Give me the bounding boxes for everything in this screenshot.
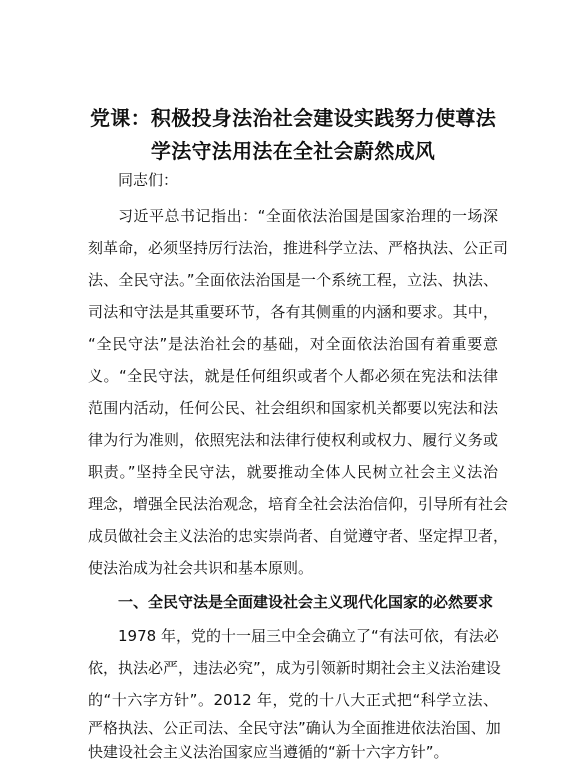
paragraph-1-line-4: 司法和守法是其重要环节，各有其侧重的内涵和要求。其中， [88, 303, 498, 321]
paragraph-2-line-4: 严格执法、公正司法、全民守法”确认为全面推进依法治国、加 [88, 719, 501, 737]
paragraph-1-line-6: 义。“全民守法，就是任何组织或者个人都必须在宪法和法律 [88, 367, 498, 385]
paragraph-1-line-2: 刻革命，必须坚持厉行法治，推进科学立法、严格执法、公正司 [88, 239, 509, 257]
paragraph-1-line-8: 律为行为准则，依照宪法和法律行使权利或权力、履行义务或 [88, 431, 498, 449]
salutation: 同志们： [118, 171, 179, 189]
paragraph-1-line-11: 成员做社会主义法治的忠实崇尚者、自觉遵守者、坚定捍卫者， [88, 527, 509, 545]
paragraph-1-line-1: 习近平总书记指出：“全面依法治国是国家治理的一场深 [118, 207, 498, 225]
paragraph-2-line-2: 依，执法必严，违法必究”，成为引领新时期社会主义法治建设 [88, 659, 501, 677]
paragraph-1-line-10: 理念，增强全民法治观念，培育全社会法治信仰，引导所有社会 [88, 495, 509, 513]
document-title-line-1: 党课：积极投身法治社会建设实践努力使尊法 [90, 106, 496, 130]
paragraph-1-line-12: 使法治成为社会共识和基本原则。 [88, 559, 314, 577]
section-1-heading: 一、全民守法是全面建设社会主义现代化国家的必然要求 [118, 593, 494, 611]
paragraph-1-line-5: “全民守法”是法治社会的基础，对全面依法治国有着重要意 [88, 335, 498, 353]
paragraph-1-line-7: 范围内活动，任何公民、社会组织和国家机关都要以宪法和法 [88, 399, 498, 417]
paragraph-1-line-3: 法、全民守法。”全面依法治国是一个系统工程，立法、执法、 [88, 271, 498, 289]
paragraph-2-line-5: 快建设社会主义法治国家应当遵循的“新十六字方针”。 [88, 743, 449, 761]
paragraph-2-line-1: 1978 年，党的十一届三中全会确立了“有法可依，有法必 [118, 627, 499, 645]
paragraph-2-line-3: 的“十六字方针”。2012 年，党的十八大正式把“科学立法、 [88, 691, 498, 709]
paragraph-1-line-9: 职责。”坚持全民守法，就要推动全体人民树立社会主义法治 [88, 463, 498, 481]
document-title-line-2: 学法守法用法在全社会蔚然成风 [150, 139, 436, 163]
